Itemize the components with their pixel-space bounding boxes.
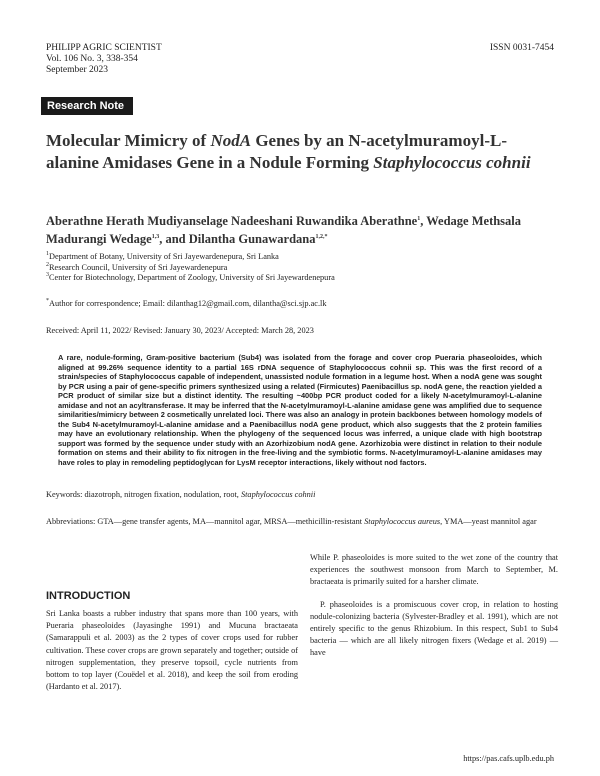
abbreviations-text: GTA—gene transfer agents, MA—mannitol agar, MRSA—methicillin-resistant <box>95 517 365 526</box>
affiliations <box>46 252 335 284</box>
abbreviations-species: Staphylococcus aureus <box>364 517 441 526</box>
author-affil-marker: 1,3 <box>151 233 160 240</box>
affiliation-item <box>46 252 335 263</box>
affiliation-item <box>46 273 335 284</box>
abstract: A rare, nodule-forming, Gram-positive bacterium (Sub4) was isolated from the forage and cover crop Pueraria phaseoloides, which aligned at 99.26% sequence identity to a partial 16S rDNA sequence of Staphylococcus cohnii sp. This was the first record of a strain/species of Staphylococcus capable of independent, unassisted nodule formation in a legume host. When a nodA gene was sought by PCR using a pair of gene-specific primers synthesized using a related (Firmicutes) Paenibacillus sp. nodA gene, the reaction yielded a PCR product of similar size but a distinct identity. The resulting ~400bp PCR product coded for a likely N-acetylmuramoyl-L-alanine amidase and not an acyltransferase. It may be inferred that the N-acetylmuramoyl-L-alanine amidase gene was amplified due to sequence similarities/mimicry between 2 cosmetically unrelated loci. There was also an analogy in protein backbones between homology models of the Sub4 N-acetylmuramoyl-L-alanine amidase and a Paenibacillus nodA gene product, which also suggests that the 2 protein families may have an evolutionary relationship. When the phylogeny of the sequenced locus was inferred, a unique clade with high bootstrap support was formed by the sequence under study with an Azorhizobium nodA gene. Azorhizobia were distinct in relation to their nodule formation on stems and their ability to fix nitrogen in the free-living and the symbiotic forms. N-acetylmuramoyl-L-alanine amidases may have roles to play in remodeling peptidoglycan for LysM receptor interactions, likely without nod factors. <box>58 353 542 467</box>
author-name: Aberathne Herath Mudiyanselage Nadeeshani Ruwandika Aberathne <box>46 214 418 228</box>
abbreviations-text: , YMA—yeast mannitol agar <box>440 517 537 526</box>
keywords-label: Keywords: <box>46 490 83 499</box>
intro-column-right <box>310 552 558 660</box>
journal-volume: Vol. 106 No. 3, 338-354 <box>46 54 138 64</box>
affiliation-text: Department of Botany, University of Sri Jayewardenepura, Sri Lanka <box>49 252 279 261</box>
intro-paragraph: P. phaseoloides is a promiscuous cover crop, in relation to hosting nodule-colonizing bacteria (Sylvester-Bradley et al. 1991), which are not entirely specific to the genus Rhizobium. In this respect, Sub1 to Sub4 bacteria — which are all likely nitrogen fixers (Wedage et al. 2019) —have <box>310 599 558 658</box>
corresponding-marker: * <box>46 298 49 305</box>
affiliation-marker: 2 <box>46 261 49 268</box>
affiliation-item <box>46 263 335 274</box>
issn: ISSN 0031-7454 <box>489 43 554 53</box>
keywords-species: Staphylococcus cohnii <box>240 490 316 499</box>
author-name: , and Dilantha Gunawardana <box>159 232 316 246</box>
keywords-text: diazotroph, nitrogen fixation, nodulation, root, <box>82 490 241 499</box>
title-text: Genes by an N-acetylmuramoyl-L-alanine Amidases Gene in a Nodule Forming <box>46 131 507 172</box>
article-type-badge: Research Note <box>41 97 133 115</box>
intro-column-left: Sri Lanka boasts a rubber industry that spans more than 100 years, with Pueraria phaseoloides (Jayasinghe 1991) and Mucuna bractaeata (Samarappuli et al. 2003) as the 2 types of cover crops used for rubber cultivation. These cover crops are grown separately and together; outside of nitrogen supplementation, they preserve topsoil, cycle nutrients from bottom to top layer (Couëdel et al. 2018), and keep the soil from eroding (Hardanto et al. 2017). <box>46 609 298 692</box>
affiliation-text: Center for Biotechnology, Department of Zoology, University of Sri Jayewardenepura <box>49 273 335 282</box>
submission-dates: Received: April 11, 2022/ Revised: January 30, 2023/ Accepted: March 28, 2023 <box>46 326 314 335</box>
author-name: , Wedage Methsala Madurangi Wedage <box>46 214 522 246</box>
corresponding-text: Author for correspondence; Email: dilanthag12@gmail.com, dilantha@sci.sjp.ac.lk <box>49 299 327 308</box>
affiliation-marker: 3 <box>46 272 49 279</box>
title-species: Staphylococcus cohnii <box>373 153 531 172</box>
abbreviations <box>46 516 558 528</box>
affiliation-text: Research Council, University of Sri Jayewardenepura <box>49 262 228 272</box>
author-affil-marker: 1 <box>417 215 421 222</box>
journal-name: PHILIPP AGRIC SCIENTIST <box>46 43 162 53</box>
section-heading: INTRODUCTION <box>46 590 131 602</box>
affiliation-marker: 1 <box>46 251 49 258</box>
title-gene: NodA <box>210 131 252 150</box>
corresponding-author <box>46 299 326 308</box>
author-affil-marker: 1,2,* <box>315 233 328 240</box>
journal-url-link[interactable]: https://pas.cafs.uplb.edu.ph <box>463 754 554 763</box>
journal-date: September 2023 <box>46 65 109 75</box>
paper-title <box>46 130 556 174</box>
title-text: Molecular Mimicry of <box>46 131 211 150</box>
author-list <box>46 212 556 248</box>
intro-paragraph: While P. phaseoloides is more suited to the wet zone of the country that experiences the southwest monsoon from March to September, M. bractaeata is primarily suited for a harsher climate. <box>310 553 558 587</box>
abbreviations-label: Abbreviations: <box>46 517 96 526</box>
journal-header <box>46 43 162 76</box>
keywords <box>46 490 556 499</box>
